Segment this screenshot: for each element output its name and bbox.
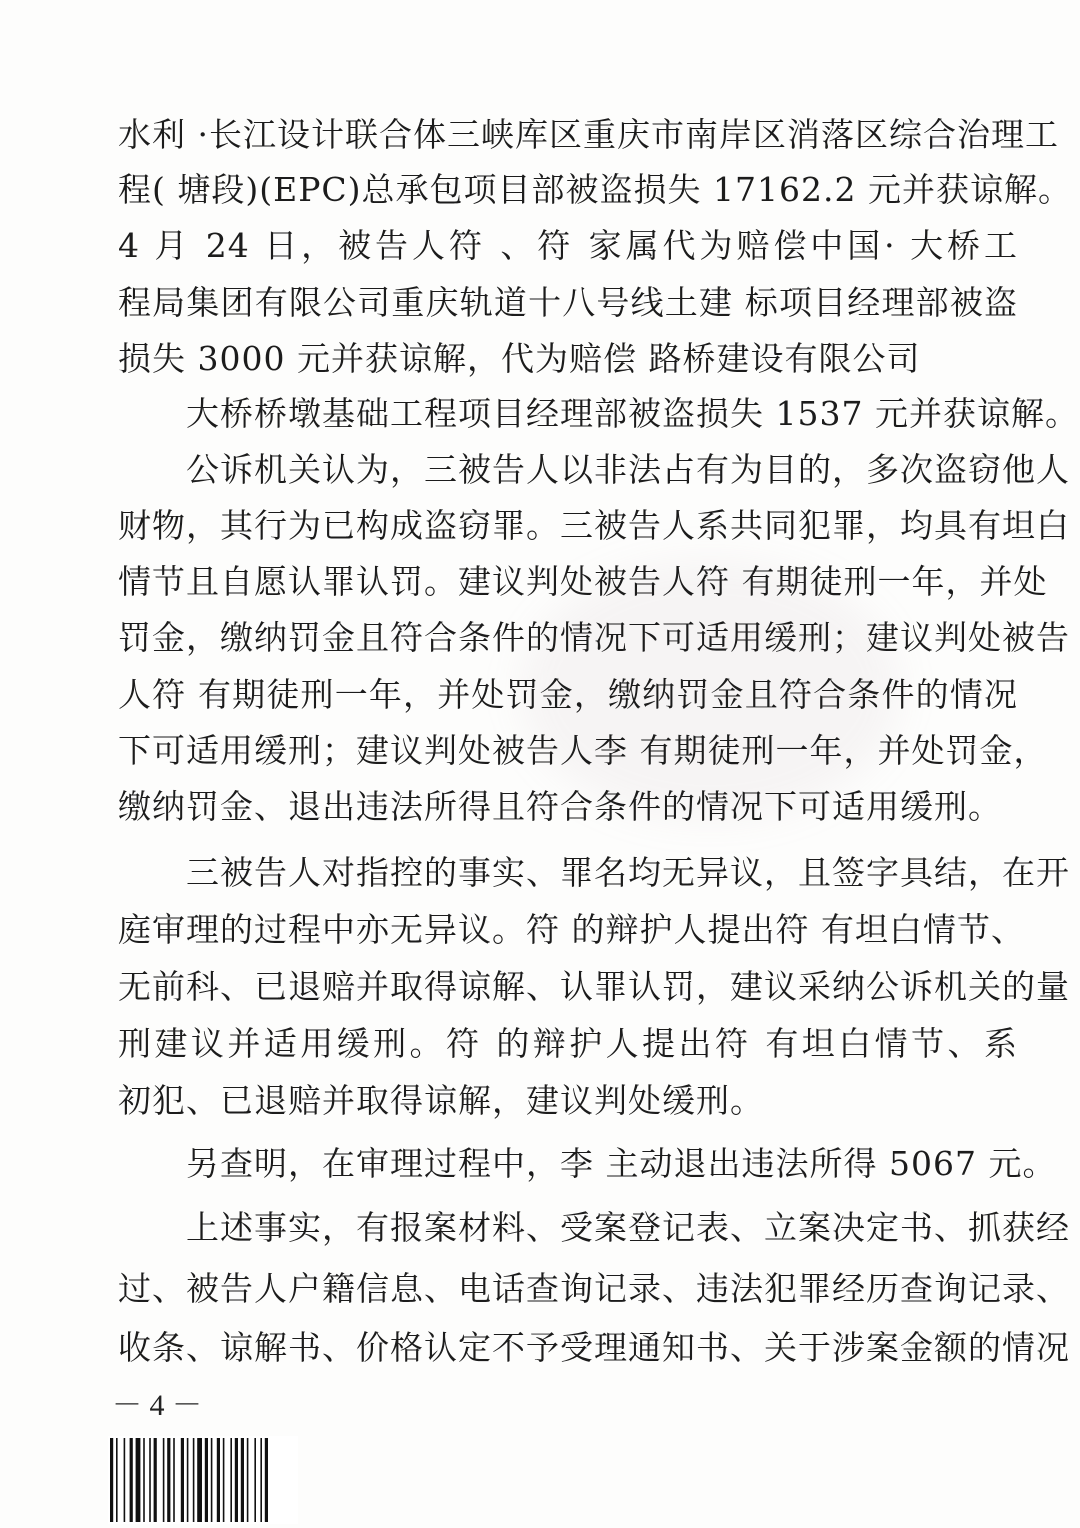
- barcode-bar: [193, 1438, 195, 1522]
- barcode-bar: [124, 1438, 126, 1522]
- text-line-11: 人符 有期徒刑一年，并处罚金，缴纳罚金且符合条件的情况: [118, 675, 1018, 714]
- text-line-9: 情节且自愿认罪认罚。建议判处被告人符 有期徒刑一年，并处: [118, 562, 1048, 601]
- barcode-bar: [230, 1438, 232, 1522]
- barcode-bar: [223, 1438, 225, 1522]
- barcode-bar: [241, 1438, 244, 1522]
- barcode-bar: [136, 1438, 141, 1522]
- text-line-1: 水利 ·长江设计联合体三峡库区重庆市南岸区消落区综合治理工: [118, 115, 1059, 154]
- text-line-16: 无前科、已退赔并取得谅解、认罪认罚，建议采纳公诉机关的量: [118, 967, 1070, 1006]
- text-line-15: 庭审理的过程中亦无异议。符 的辩护人提出符 有坦白情节、: [118, 910, 1025, 949]
- text-line-7: 公诉机关认为，三被告人以非法占有为目的，多次盗窃他人: [186, 450, 1070, 489]
- text-line-4: 程局集团有限公司重庆轨道十八号线土建 标项目经理部被盗: [118, 283, 1018, 322]
- barcode-bar: [143, 1438, 145, 1522]
- barcode-bar: [247, 1438, 249, 1522]
- text-line-6: 大桥桥墩基础工程项目经理部被盗损失 1537 元并获谅解。: [186, 394, 1079, 433]
- barcode-bar: [116, 1438, 118, 1522]
- text-line-19: 另查明，在审理过程中，李 主动退出违法所得 5067 元。: [186, 1144, 1057, 1183]
- text-line-10: 罚金，缴纳罚金且符合条件的情况下可适用缓刑；建议判处被告: [118, 618, 1070, 657]
- text-line-5: 损失 3000 元并获谅解，代为赔偿 路桥建设有限公司: [118, 339, 921, 378]
- text-line-2: 程( 塘段)(EPC)总承包项目部被盗损失 17162.2 元并获谅解。: [118, 170, 1072, 209]
- barcode-bar: [265, 1438, 268, 1522]
- barcode-bar: [217, 1438, 220, 1522]
- barcode-bar: [211, 1438, 213, 1522]
- text-line-17: 刑建议并适用缓刑。符 的辩护人提出符 有坦白情节、系: [118, 1024, 1018, 1063]
- barcode-icon: [108, 1436, 298, 1524]
- text-line-8: 财物，其行为已构成盗窃罪。三被告人系共同犯罪，均具有坦白: [118, 506, 1070, 545]
- text-line-20: 上述事实，有报案材料、受案登记表、立案决定书、抓获经: [186, 1208, 1070, 1247]
- text-line-14: 三被告人对指控的事实、罪名均无异议，且签字具结，在开: [186, 853, 1070, 892]
- barcode-bar: [235, 1438, 238, 1522]
- barcode-bar: [197, 1438, 202, 1522]
- text-line-3: 4 月 24 日，被告人符 、符 家属代为赔偿中国· 大桥工: [118, 226, 1018, 265]
- barcode-bar: [149, 1438, 151, 1522]
- barcode-bar: [110, 1438, 113, 1522]
- barcode-bar: [260, 1438, 262, 1522]
- page-number: － 4 －: [112, 1389, 202, 1422]
- text-line-21: 过、被告人户籍信息、电话查询记录、违法犯罪经历查询记录、: [118, 1269, 1070, 1308]
- barcode-bar: [173, 1438, 175, 1522]
- text-line-22: 收条、谅解书、价格认定不予受理通知书、关于涉案金额的情况: [118, 1328, 1070, 1367]
- barcode-bar: [154, 1438, 157, 1522]
- barcode-bar: [187, 1438, 189, 1522]
- text-line-13: 缴纳罚金、退出违法所得且符合条件的情况下可适用缓刑。: [118, 787, 1002, 826]
- barcode-bar: [163, 1438, 165, 1522]
- barcode-bar: [205, 1438, 208, 1522]
- barcode-bar: [181, 1438, 184, 1522]
- text-line-12: 下可适用缓刑；建议判处被告人李 有期徒刑一年，并处罚金，: [118, 731, 1048, 770]
- barcode-bar: [167, 1438, 170, 1522]
- barcode-bar: [254, 1438, 256, 1522]
- text-line-18: 初犯、已退赔并取得谅解，建议判处缓刑。: [118, 1081, 764, 1120]
- barcode-bar: [130, 1438, 133, 1522]
